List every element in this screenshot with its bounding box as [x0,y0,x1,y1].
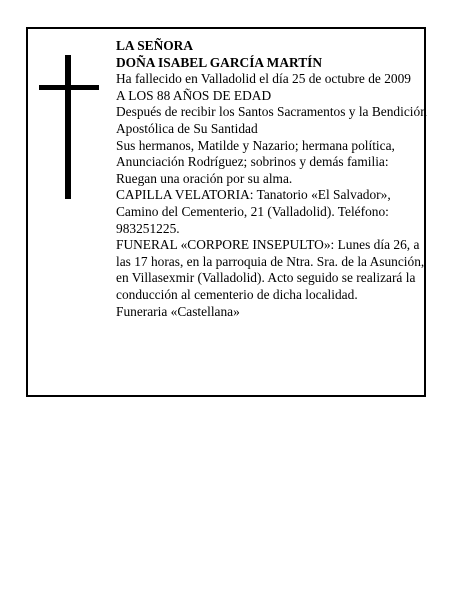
cross-vertical-bar [65,55,71,199]
notice-text [116,38,428,320]
cross-horizontal-bar [39,85,99,90]
cross-icon [39,55,99,199]
family-line: Sus hermanos, Matilde y Nazario; hermana política, Anunciación Rodríguez; sobrinos y demás familia: [116,137,395,170]
heading-title: LA SEÑORA [116,38,194,53]
funeral-home: Funeraria «Castellana» [116,303,240,319]
sacraments-line: Después de recibir los Santos Sacramentos y la Bendición Apostólica de Su Santidad [116,104,427,136]
prayer-request: Ruegan una oración por su alma. [116,170,293,186]
chapel-info: CAPILLA VELATORIA: Tanatorio «El Salvador», Camino del Cementerio, 21 (Valladolid). Teléfono: 983251225. [116,187,391,236]
deceased-name: DOÑA ISABEL GARCÍA MARTÍN [116,54,323,70]
funeral-info: FUNERAL «CORPORE INSEPULTO»: Lunes día 26, a las 17 horas, en la parroquia de Ntra. Sra. de la Asunción, en Villasexmir (Valladolid). Acto seguido se realizará la conducción al cementerio de dicha localidad. [116,237,425,302]
age-line: A LOS 88 AÑOS DE EDAD [116,87,272,103]
death-info: Ha fallecido en Valladolid el día 25 de octubre de 2009 [116,71,411,87]
obituary-notice [26,27,426,397]
